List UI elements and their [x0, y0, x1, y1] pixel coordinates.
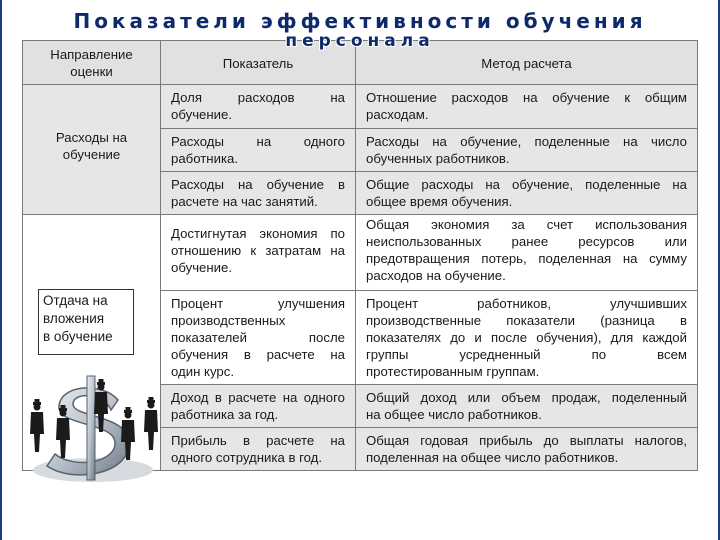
group-cell-costs — [23, 85, 161, 215]
dollar-bar — [87, 376, 95, 480]
row-5-indicator — [161, 291, 356, 385]
slide-title-line-1: Показатели эффективности обучения — [73, 9, 647, 33]
method-line: расходам. — [366, 107, 429, 122]
dollar-businessmen-icon — [23, 370, 161, 490]
indicator-line: обучение. — [171, 260, 233, 275]
slide-frame-left — [0, 0, 2, 540]
indicator-line: работника. — [171, 151, 239, 166]
group-roi-line: Отдача на — [43, 293, 108, 308]
row-6-method — [356, 385, 698, 428]
header-indicator: Показатель — [161, 41, 356, 85]
method-line: Расходы на обучение, поделенные на число — [366, 134, 687, 149]
indicator-line: Расходы на одного — [171, 134, 345, 149]
indicator-line: один курс. — [171, 364, 235, 379]
group-roi-label — [38, 289, 134, 355]
row-4-method — [356, 215, 698, 291]
indicator-line: Прибыль в расчете на — [171, 433, 345, 448]
row-2-method — [356, 129, 698, 172]
method-line: протестированным группам. — [366, 364, 540, 379]
method-line: Общая годовая прибыль до выплаты налогов, — [366, 433, 687, 448]
row-1-method — [356, 85, 698, 129]
row-3-indicator — [161, 172, 356, 215]
method-line: производственные показатели (разница в — [366, 313, 687, 328]
indicator-line: работника за год. — [171, 407, 278, 422]
indicator-line: обучение. — [171, 107, 233, 122]
row-1-indicator — [161, 85, 356, 129]
row-7-method — [356, 428, 698, 471]
row-3-method — [356, 172, 698, 215]
indicator-line: отношению к затратам на — [171, 243, 345, 258]
method-line: поделенная на общее число работников. — [366, 450, 619, 465]
row-7-indicator — [161, 428, 356, 471]
indicator-line: Доход в расчете на одного — [171, 390, 345, 405]
indicator-line: расчете на час занятий. — [171, 194, 318, 209]
header-direction-line: оценки — [70, 63, 113, 79]
group-costs-line: Расходы на — [55, 130, 128, 145]
method-line: Общие расходы на обучение, поделенные на — [366, 177, 687, 192]
row-6-indicator — [161, 385, 356, 428]
method-line: Общая экономия за счет использования — [366, 217, 687, 232]
method-line: обученных работников. — [366, 151, 510, 166]
slide-title-line-2: персонала — [285, 31, 435, 51]
method-line: расходов на обучение. — [366, 268, 506, 283]
group-roi-line: вложения — [43, 311, 105, 326]
indicator-line: обучения в расчете на — [171, 347, 345, 362]
header-direction-line: Направление — [50, 46, 133, 62]
method-line: Общий доход или объем продаж, поделенный — [366, 390, 687, 405]
indicator-line: Процент улучшения — [171, 296, 345, 311]
method-line: предотвращения потерь, поделенная на сумму — [366, 251, 687, 266]
method-line: показателях до и после обучения), для каждой — [366, 330, 687, 345]
row-4-indicator — [161, 215, 356, 291]
group-costs-line: обучение — [62, 147, 121, 162]
method-line: Отношение расходов на обучение к общим — [366, 90, 687, 105]
method-line: группы усредненный по всем — [366, 347, 687, 362]
header-method: Метод расчета — [356, 41, 698, 85]
row-2-indicator — [161, 129, 356, 172]
indicator-line: Доля расходов на — [171, 90, 345, 105]
indicator-line: Расходы на обучение в — [171, 177, 345, 192]
indicator-line: показателей после — [171, 330, 345, 345]
method-line: неиспользованных ранее ресурсов или — [366, 234, 687, 249]
method-line: на общее число работников. — [366, 407, 542, 422]
indicator-line: производственных — [171, 313, 286, 328]
row-5-method — [356, 291, 698, 385]
indicator-line: одного сотрудника в год. — [171, 450, 323, 465]
method-line: общее время обучения. — [366, 194, 513, 209]
group-roi-line: в обучение — [43, 329, 113, 344]
indicator-line: Достигнутая экономия по — [171, 226, 345, 241]
method-line: Процент работников, улучшивших — [366, 296, 687, 311]
